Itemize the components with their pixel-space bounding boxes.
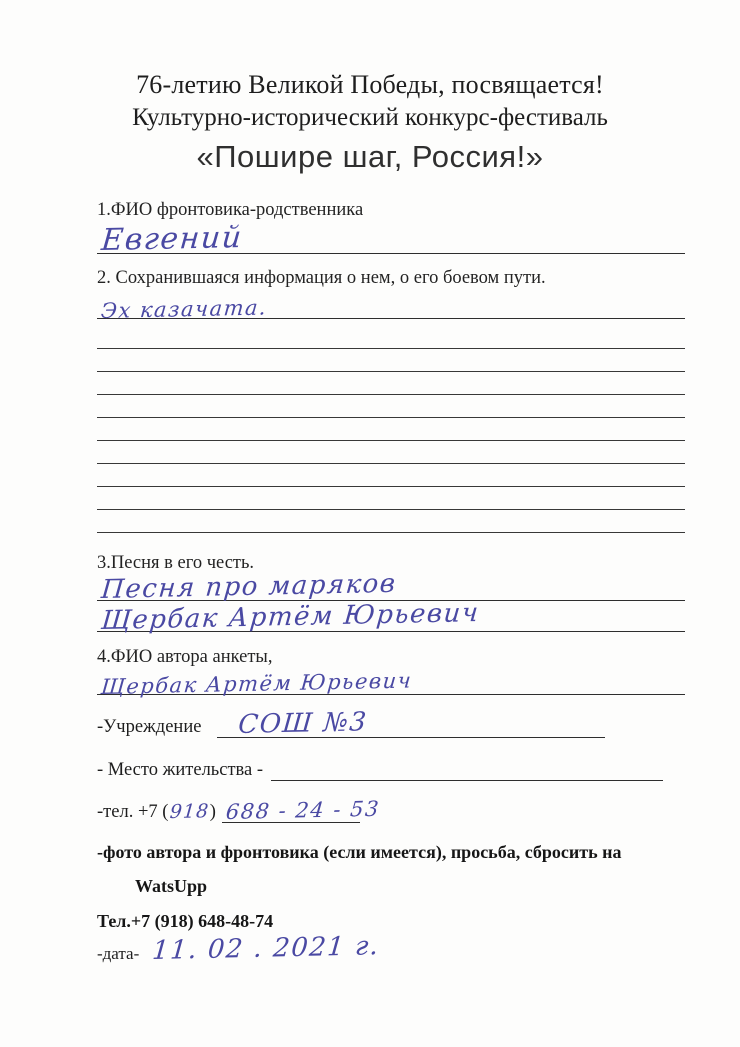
residence-label: - Место жительства - xyxy=(97,760,264,780)
photo-note: -фото автора и фронтовика (если имеется), просьба, сбросить на xyxy=(97,842,622,862)
question-2-label: 2. Сохранившаяся информация о нем, о его боевом пути. xyxy=(97,268,546,288)
institution-line xyxy=(217,707,605,740)
phone-label-prefix: -тел. +7 ( xyxy=(97,802,169,822)
question-2-blank-lines xyxy=(97,319,685,533)
phone-handwritten-area-code: 918 xyxy=(169,800,211,823)
blank-line xyxy=(97,441,685,464)
phone-line xyxy=(222,796,381,824)
blank-line xyxy=(97,349,685,372)
date-handwritten-value: 11. 02 . 2021 г. xyxy=(151,931,382,966)
form-body xyxy=(97,200,685,966)
blank-line xyxy=(97,487,685,510)
institution-label: -Учреждение xyxy=(97,717,202,737)
question-3-answer-line-2 xyxy=(97,598,685,636)
blank-line xyxy=(97,510,685,533)
phone-handwritten-number: 688 - 24 - 53 xyxy=(224,796,381,824)
blank-line xyxy=(97,372,685,395)
blank-line xyxy=(97,319,685,349)
question-1-label: 1.ФИО фронтовика-родственника xyxy=(97,200,364,220)
question-2-answer-line xyxy=(97,288,685,323)
institution-row xyxy=(97,707,685,740)
question-3-answer-line-1 xyxy=(97,568,685,605)
question-2-handwritten-answer: Эх казачата. xyxy=(100,295,269,323)
form-header xyxy=(0,0,740,175)
question-3-handwritten-song: Песня про маряков xyxy=(100,568,398,605)
festival-name: «Пошире шаг, Россия!» xyxy=(196,139,544,174)
blank-line xyxy=(97,395,685,418)
residence-row xyxy=(97,756,685,781)
messenger-name: WatsUpp xyxy=(135,876,208,896)
institution-handwritten-value: СОШ №3 xyxy=(237,707,370,740)
blank-line xyxy=(97,464,685,487)
question-4-label: 4.ФИО автора анкеты, xyxy=(97,647,273,667)
question-3-label: 3.Песня в его честь. xyxy=(97,553,255,573)
phone-label-suffix: ) xyxy=(209,802,216,822)
question-4-handwritten-author: Щербак Артём Юрьевич xyxy=(100,668,414,699)
date-row xyxy=(97,931,685,966)
question-3-handwritten-name: Щербак Артём Юрьевич xyxy=(100,598,481,636)
residence-line xyxy=(271,756,663,781)
question-1-handwritten-answer: Евгений xyxy=(100,219,245,258)
question-1-answer-line xyxy=(97,219,685,258)
festival-subtitle: Культурно-исторический конкурс-фестиваль xyxy=(132,104,608,131)
blank-line xyxy=(97,418,685,441)
contact-phone: Тел.+7 (918) 648-48-74 xyxy=(97,911,274,931)
question-4-answer-line xyxy=(97,667,685,699)
date-label: -дата- xyxy=(97,944,140,963)
dedication-title: 76-летию Великой Победы, посвящается! xyxy=(136,70,604,99)
phone-row xyxy=(97,798,685,823)
